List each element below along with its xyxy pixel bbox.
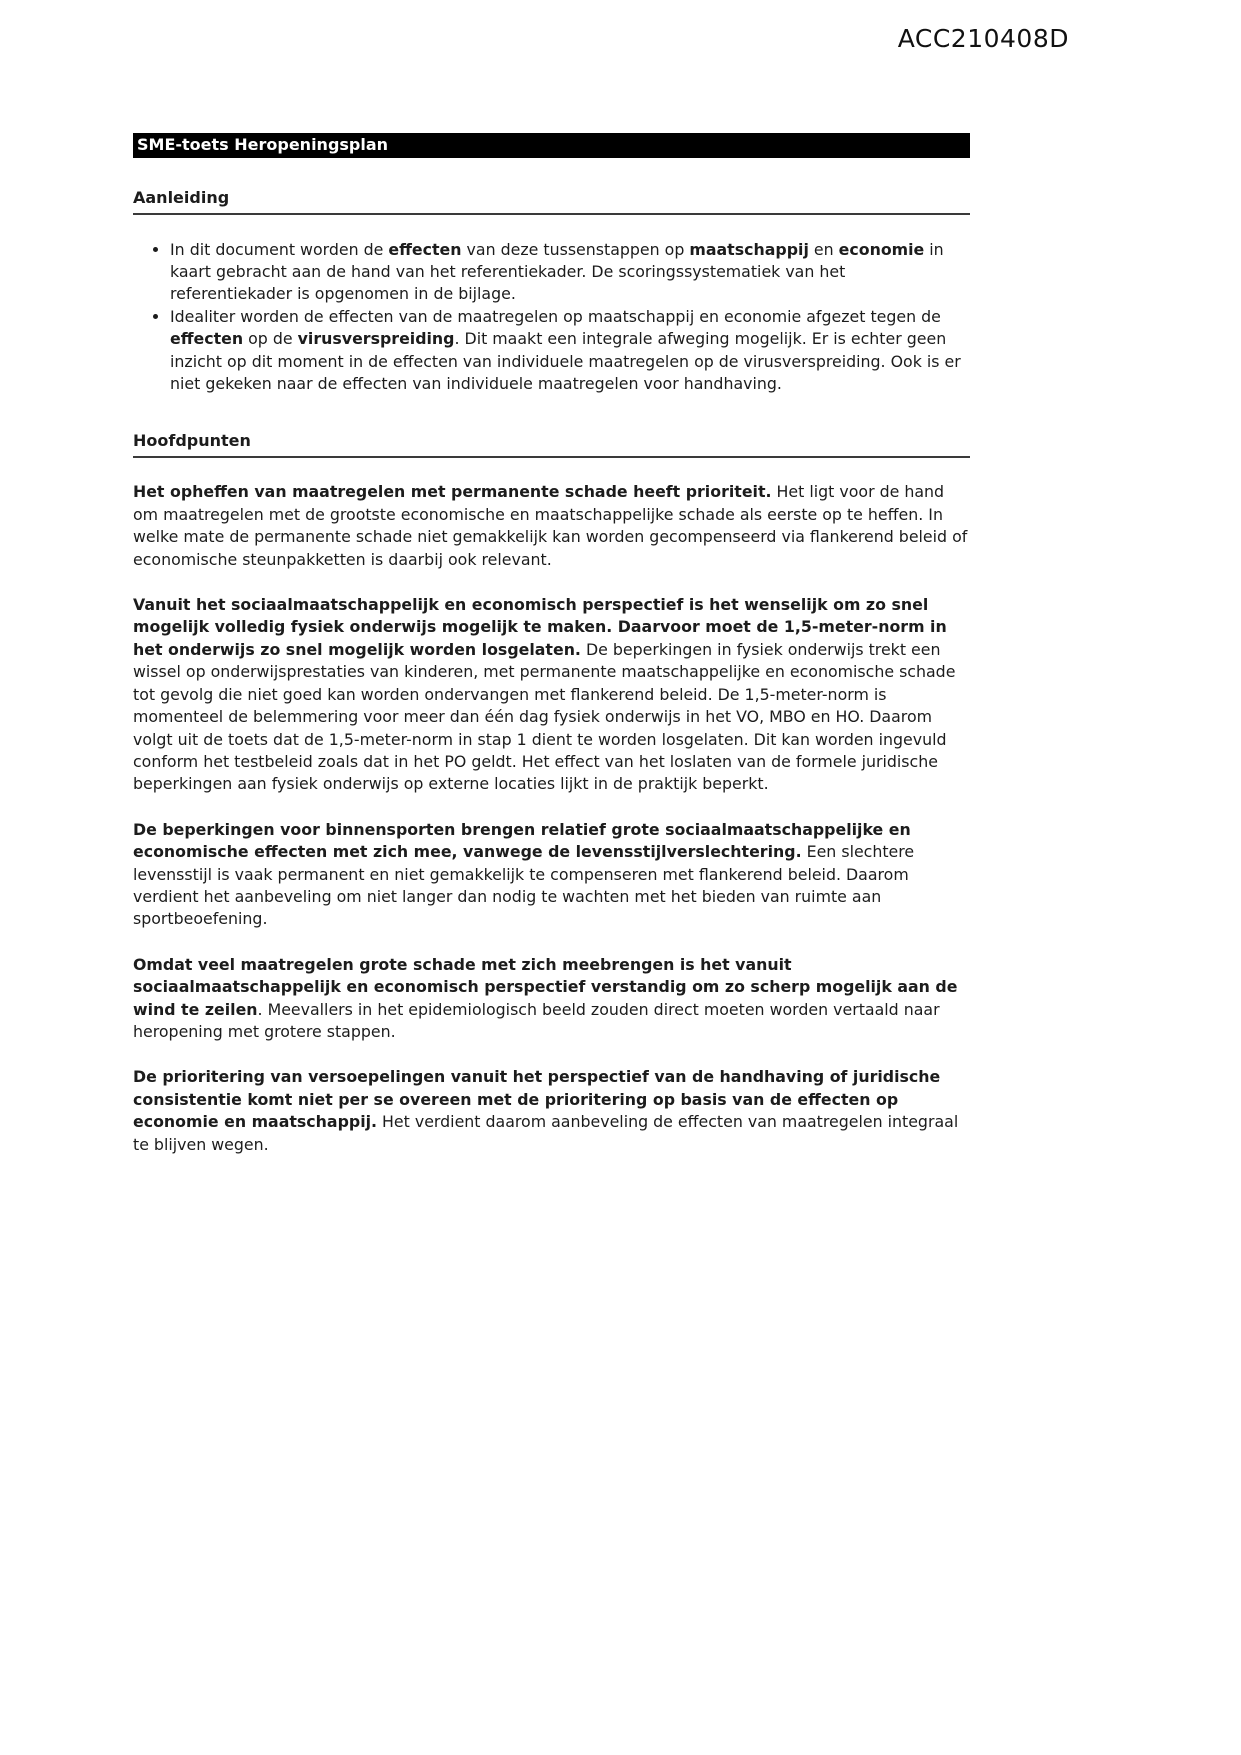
bold-text-run: De beperkingen voor binnensporten brengen relatief grote sociaalmaatschappelijke en economische effecten met zich mee, vanwege de levensstijlverslechtering. <box>133 819 911 862</box>
section-heading-hoofdpunten: Hoofdpunten <box>133 431 970 458</box>
bold-text-run: Vanuit het sociaalmaatschappelijk en economisch perspectief is het wenselijk om zo snel mogelijk volledig fysiek onderwijs mogelijk te maken. Daarvoor moet de 1,5-meter-norm in het onderwijs zo snel mogelijk worden losgelaten. <box>133 595 947 659</box>
text-run: op de <box>243 329 298 349</box>
text-run: Het ligt voor de hand om maatregelen met de grootste economische en maatschappelijke schade als eerste op te heffen. In welke mate de permanente schade niet gemakkelijk kan worden gecompenseerd via flankerend beleid of economische steunpakketten is daarbij ook relevant. <box>133 482 968 569</box>
title-bar <box>133 133 970 158</box>
section-hoofdpunten <box>133 431 970 1156</box>
text-run: en <box>808 239 839 259</box>
paragraph <box>133 954 970 1044</box>
bold-text-run: economie <box>838 239 925 259</box>
bold-text-run: maatschappij <box>689 239 809 259</box>
title-bar-text: SME-toets Heropeningsplan <box>137 135 389 154</box>
text-run: van deze tussenstappen op <box>461 239 690 259</box>
bold-text-run: De prioritering van versoepelingen vanuit het perspectief van de handhaving of juridische consistentie komt niet per se overeen met de prioritering op basis van de effecten op economie en maatschappij. <box>133 1067 941 1132</box>
text-run: in kaart gebracht aan de hand van het referentiekader. De scoringssystematiek van het referentiekader is opgenomen in de bijlage. <box>170 239 944 304</box>
paragraph <box>133 1066 970 1156</box>
bullet-item <box>170 239 970 306</box>
text-run: De beperkingen in fysiek onderwijs trekt een wissel op onderwijsprestaties van kinderen, met permanente maatschappelijke en economische schade tot gevolg die niet goed kan worden ondervangen met flankerend beleid. De 1,5-meter-norm is momenteel de belemmering voor meer dan één dag fysiek onderwijs in het VO, MBO en HO. Daarom volgt uit de toets dat de 1,5-meter-norm in stap 1 dient te worden losgelaten. Dit kan worden ingevuld conform het testbeleid zoals dat in het PO geldt. Het effect van het loslaten van de formele juridische beperkingen aan fysiek onderwijs op externe locaties lijkt in de praktijk beperkt. <box>133 639 956 794</box>
bold-text-run: effecten <box>170 329 244 349</box>
bold-text-run: effecten <box>388 239 462 259</box>
text-run: . Meevallers in het epidemiologisch beeld zouden direct moeten worden vertaald naar heropening met grotere stappen. <box>133 999 940 1041</box>
text-run: In dit document worden de <box>170 239 389 259</box>
paragraph <box>133 819 970 931</box>
bullet-item <box>170 306 970 396</box>
text-run: Een slechtere levensstijl is vaak permanent en niet gemakkelijk te compenseren met flankerend beleid. Daarom verdient het aanbeveling om niet langer dan nodig te wachten met het bieden van ruimte aan sportbeoefening. <box>133 842 915 929</box>
document-code: ACC210408D <box>897 24 1069 53</box>
section-heading-aanleiding: Aanleiding <box>133 188 970 215</box>
paragraph <box>133 481 970 571</box>
bold-text-run: Het opheffen van maatregelen met permanente schade heeft prioriteit. <box>133 482 772 502</box>
paragraph <box>133 594 970 796</box>
section-aanleiding <box>133 188 970 396</box>
text-run: Het verdient daarom aanbeveling de effecten van maatregelen integraal te blijven wegen. <box>133 1112 959 1154</box>
text-run: . Dit maakt een integrale afweging mogelijk. Er is echter geen inzicht op dit moment in de effecten van individuele maatregelen op de virusverspreiding. Ook is er niet gekeken naar de effecten van individuele maatregelen voor handhaving. <box>170 329 961 394</box>
bullet-list <box>133 239 970 396</box>
bold-text-run: Omdat veel maatregelen grote schade met zich meebrengen is het vanuit sociaalmaatschappelijk en economisch perspectief verstandig om zo scherp mogelijk aan de wind te zeilen <box>133 954 958 1019</box>
paragraph-list <box>133 481 970 1156</box>
text-run: Idealiter worden de effecten van de maatregelen op maatschappij en economie afgezet tegen de <box>170 306 941 326</box>
bold-text-run: virusverspreiding <box>297 329 455 349</box>
document-content <box>133 133 970 1188</box>
